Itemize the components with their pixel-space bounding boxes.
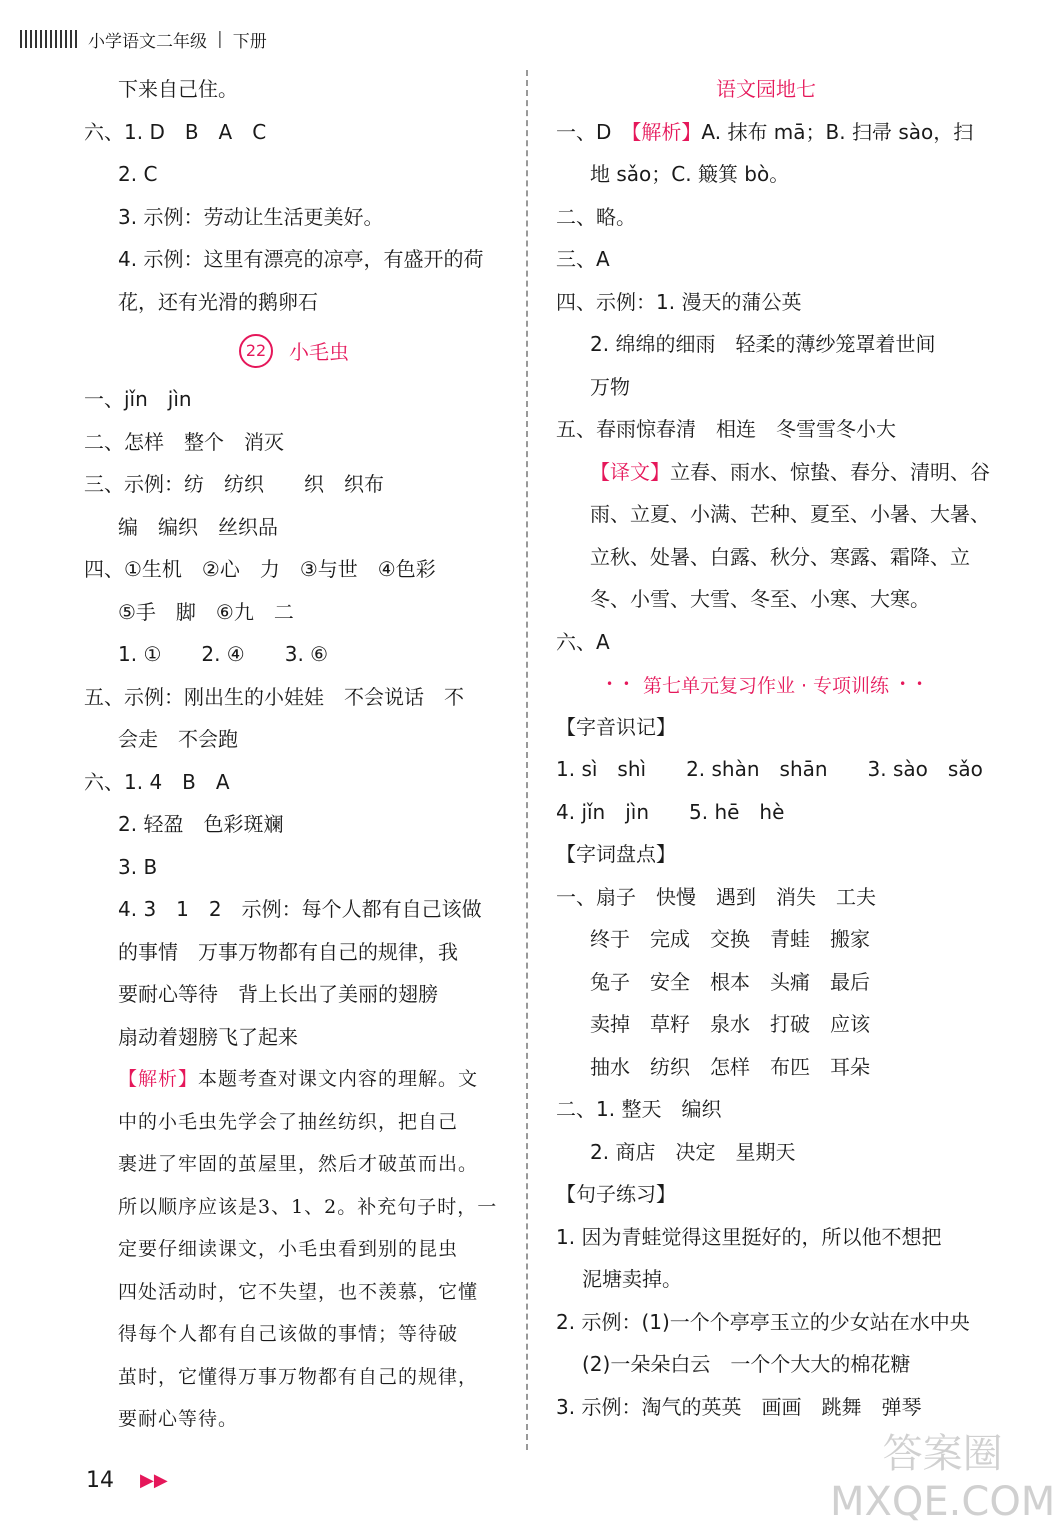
answer-line: 要耐心等待 背上长出了美丽的翅膀 <box>118 982 438 1006</box>
answer-line: 冬、小雪、大雪、冬至、小寒、大寒。 <box>590 587 930 611</box>
answer-line: 2. C <box>118 162 158 186</box>
analysis-line: 裹进了牢固的茧屋里，然后才破茧而出。 <box>118 1153 479 1175</box>
answer-line: 1. ① 2. ④ 3. ⑥ <box>118 642 329 666</box>
answer-line: 终于 完成 交换 青蛙 搬家 <box>590 927 870 951</box>
dots-decoration-left: • • <box>605 677 633 692</box>
inline-tag: 【译文】 <box>590 459 670 484</box>
answer-line: 抽水 纺织 怎样 布匹 耳朵 <box>590 1054 870 1079</box>
left-answers-top <box>84 68 504 323</box>
dots-decoration-right: • • <box>899 677 927 692</box>
answer-line: 编 编织 丝织品 <box>118 514 278 539</box>
answer-line: 的事情 万事万物都有自己的规律，我 <box>118 939 458 964</box>
answer-line: 4. 示例：这里有漂亮的凉亭，有盛开的荷 <box>118 247 484 271</box>
answer-line: 六、1. 4 B A <box>84 769 230 794</box>
answer-line: 花，还有光滑的鹅卵石 <box>118 289 318 314</box>
page-header <box>20 24 267 54</box>
analysis-block <box>84 1058 504 1441</box>
answer-line: 2. 商店 决定 星期天 <box>590 1139 796 1164</box>
answer-line: 1. 因为青蛙觉得这里挺好的，所以他不想把 <box>556 1224 942 1249</box>
barcode-decoration <box>20 30 78 48</box>
answer-line: 一、jǐn jìn <box>84 387 192 411</box>
section-title: 语文园地七 <box>716 77 816 101</box>
answer-line: 五、示例：刚出生的小娃娃 不会说话 不 <box>84 684 464 709</box>
analysis-text: 本题考查对课文内容的理解。文 <box>198 1068 479 1090</box>
answer-line: ⑤手 脚 ⑥九 二 <box>118 599 294 624</box>
answer-line: 二、略。 <box>556 204 636 229</box>
answer-line: 五、春雨惊春清 相连 冬雪雪冬小大 <box>556 417 896 441</box>
unit-review-title <box>556 663 976 706</box>
analysis-tag: 【解析】 <box>118 1068 199 1090</box>
answer-line: 二、怎样 整个 消灭 <box>84 429 284 454</box>
analysis-line: 茧时，它懂得万事万物都有自己的规律， <box>118 1365 479 1388</box>
inline-tag: 【解析】 <box>631 119 702 144</box>
analysis-line: 所以顺序应该是3、1、2。补充句子时，一 <box>118 1195 498 1218</box>
answer-line: 1. sì shì 2. shàn shān 3. sào sǎo <box>556 757 983 781</box>
answer-line: 一、D 【解析】A. 抹布 mā；B. 扫帚 sào，扫 <box>556 119 974 144</box>
left-column <box>84 68 504 1441</box>
answer-line: 地 sǎo；C. 簸箕 bò。 <box>590 162 790 186</box>
answer-line: 4. jǐn jìn 5. hē hè <box>556 799 785 824</box>
answer-line: 2. 绵绵的细雨 轻柔的薄纱笼罩着世间 <box>590 332 936 356</box>
answer-line: 一、扇子 快慢 遇到 消失 工夫 <box>556 884 876 909</box>
right-column <box>556 68 990 1428</box>
lesson-number: 22 <box>239 334 273 368</box>
answer-line: 2. 轻盈 色彩斑斓 <box>118 812 284 836</box>
right-answers-top <box>556 111 990 664</box>
right-answers-review <box>556 706 983 1429</box>
lesson-heading <box>84 323 504 378</box>
answer-line: 四、①生机 ②心 力 ③与世 ④色彩 <box>84 557 436 581</box>
answer-line: 兔子 安全 根本 头痛 最后 <box>590 969 870 994</box>
answer-line: 会走 不会跑 <box>118 727 238 751</box>
analysis-line: 定要仔细读课文，小毛虫看到别的昆虫 <box>118 1238 459 1260</box>
column-divider <box>526 70 528 1450</box>
arrow-icons: ▶▶ <box>140 1470 168 1491</box>
answer-line: 2. 示例：(1)一个个亭亭玉立的少女站在水中央 <box>556 1309 970 1334</box>
answer-line: 3. B <box>118 854 158 879</box>
analysis-line <box>118 1058 504 1101</box>
analysis-line: 要耐心等待。 <box>118 1408 239 1430</box>
answer-line: 【字词盘点】 <box>556 842 676 866</box>
answer-line: 3. 示例：淘气的英英 画画 跳舞 弹琴 <box>556 1394 922 1419</box>
answer-line: 万物 <box>590 374 630 399</box>
answer-line: 4. 3 1 2 示例：每个人都有自己该做 <box>118 897 482 921</box>
answer-line: 卖掉 草籽 泉水 打破 应该 <box>590 1012 870 1036</box>
book-volume: 下册 <box>232 31 267 52</box>
answer-line: 下来自己住。 <box>118 77 238 101</box>
answer-line: (2)一朵朵白云 一个个大大的棉花糖 <box>582 1352 911 1376</box>
answer-line: 【字音识记】 <box>556 714 676 739</box>
book-title: 小学语文二年级 <box>88 31 207 52</box>
answer-line: 雨、立夏、小满、芒种、夏至、小暑、大暑、 <box>590 502 990 526</box>
answer-line: 扇动着翅膀飞了起来 <box>118 1024 298 1049</box>
answer-line: 泥塘卖掉。 <box>582 1267 682 1291</box>
unit-review-text: 第七单元复习作业 · 专项训练 <box>642 674 890 697</box>
watermark-logo: 答案圈 MXQE.COM <box>830 1431 1055 1525</box>
answer-line: 三、示例：纺 纺织 织 织布 <box>84 472 384 496</box>
lesson-title: 小毛虫 <box>289 340 349 364</box>
analysis-line: 得每个人都有自己该做的事情；等待破 <box>118 1323 459 1345</box>
answer-line: 四、示例：1. 漫天的蒲公英 <box>556 289 802 314</box>
answer-line: 六、1. D B A C <box>84 119 267 144</box>
analysis-line: 四处活动时，它不失望，也不羡慕，它懂 <box>118 1280 479 1303</box>
page-number: 14 <box>86 1468 114 1493</box>
answer-line: 立秋、处暑、白露、秋分、寒露、霜降、立 <box>590 544 970 569</box>
answer-line: 二、1. 整天 编织 <box>556 1097 722 1121</box>
answer-line: 3. 示例：劳动让生活更美好。 <box>118 204 384 229</box>
left-answers-lesson <box>84 378 504 1058</box>
answer-line: 【句子练习】 <box>556 1182 676 1206</box>
answer-line: 【译文】立春、雨水、惊蛰、春分、清明、谷 <box>590 459 990 484</box>
answer-line: 三、A <box>556 247 610 271</box>
answer-line: 六、A <box>556 629 610 654</box>
analysis-line: 中的小毛虫先学会了抽丝纺织，把自己 <box>118 1110 459 1133</box>
header-separator: | <box>217 29 223 49</box>
